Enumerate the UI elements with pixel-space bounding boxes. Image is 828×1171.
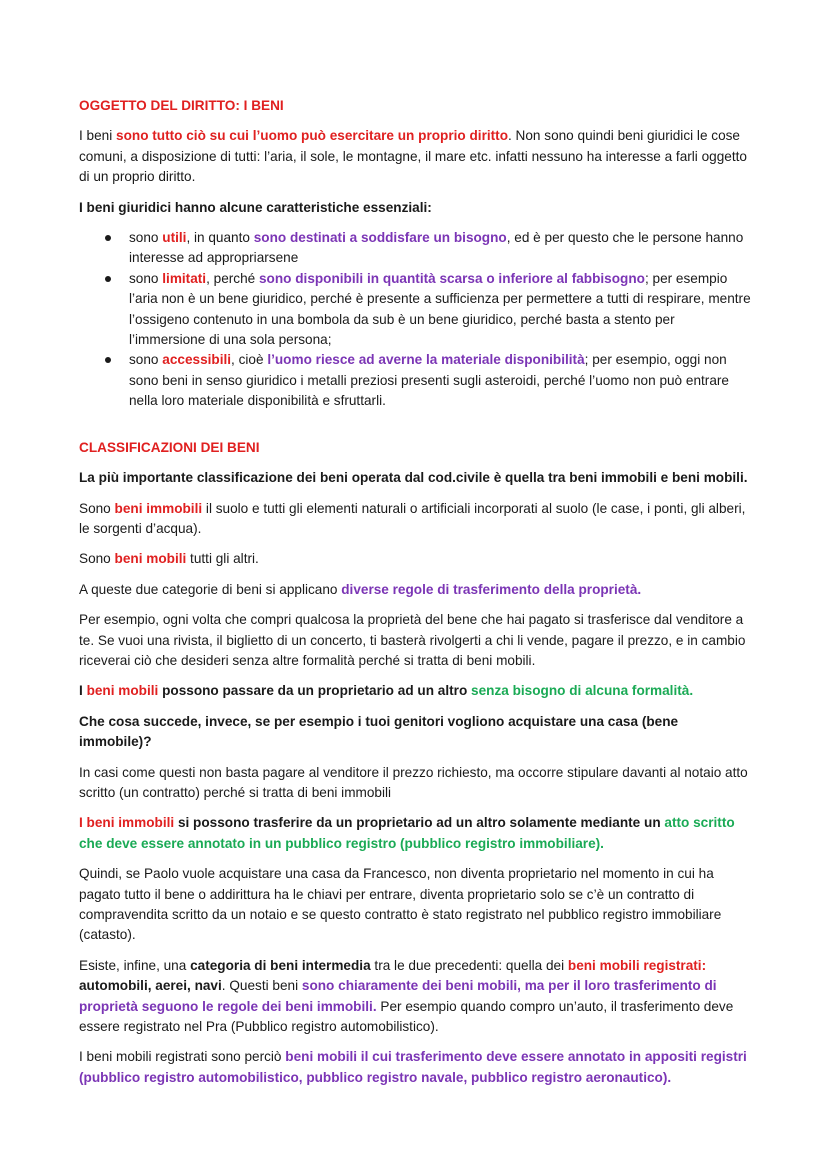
text-run: Per esempio quando compro un’auto, il trasferimento deve essere registrato nel Pra (Pubblico registro automobilistico). xyxy=(79,998,734,1035)
text-run: A queste due categorie di beni si applicano xyxy=(79,581,342,597)
text-run: sono xyxy=(129,352,163,368)
list-item-utili xyxy=(79,228,751,269)
paragraph-domanda: Che cosa succede, invece, se per esempio i tuoi genitori vogliono acquistare una casa (bene immobile)? xyxy=(79,713,679,750)
paragraph-notaio: In casi come questi non basta pagare al venditore il prezzo richiesto, ma occorre stipulare davanti al notaio atto scritto (un contratto) perché si tratta di beni immobili xyxy=(79,764,748,800)
highlight-red: accessibili xyxy=(162,352,232,368)
bullet-icon xyxy=(105,357,111,363)
section-spacer xyxy=(79,424,751,438)
text-run: , ed è per questo che le persone hanno interesse ad appropriarsene xyxy=(129,230,744,266)
document-page xyxy=(79,96,751,1098)
text-run: , perché xyxy=(206,270,259,286)
bullet-icon xyxy=(105,276,111,282)
text-run: Sono xyxy=(79,551,115,567)
text-run: sono xyxy=(129,230,163,246)
text-run: I beni xyxy=(79,128,117,144)
highlight-purple: sono disponibili in quantità scarsa o inferiore al fabbisogno xyxy=(258,270,645,286)
paragraph-immobili-trasferimento xyxy=(79,813,751,854)
text-run: Sono xyxy=(79,500,115,516)
highlight-green: atto scritto che deve essere annotato in un pubblico registro (pubblico registro immobiliare). xyxy=(79,815,735,851)
text-run: possono passare da un proprietario ad un altro xyxy=(158,683,472,699)
text-run: sono xyxy=(129,270,163,286)
text-run: Esiste, infine, una xyxy=(79,957,191,973)
highlight-red: limitati xyxy=(162,270,207,286)
paragraph-beni-immobili xyxy=(79,499,751,540)
paragraph-regole xyxy=(79,580,751,600)
highlight-purple: diverse regole di trasferimento della proprietà. xyxy=(341,581,642,597)
highlight-red: beni mobili xyxy=(86,683,159,699)
text-run: si possono trasferire da un proprietario ad un altro solamente mediante un xyxy=(174,815,665,831)
text-run: ; per esempio l’aria non è un bene giuridico, perché è presente a sufficienza per permettere a tutti di respirare, mentre l’ossigeno contenuto in una bombola da sub è un bene giuridico, perché basta a stento per l’immersione di una sola persona; xyxy=(129,270,751,348)
section-title-oggetto: OGGETTO DEL DIRITTO: I BENI xyxy=(79,98,284,113)
text-run: ; per esempio, oggi non sono beni in senso giuridico i metalli preziosi presenti sugli asteroidi, perché l’uomo non può entrare nella loro materiale disponibilità e sfruttarli. xyxy=(129,352,729,409)
text-run: , in quanto xyxy=(186,230,254,246)
highlight-red: beni mobili xyxy=(114,551,187,567)
paragraph-intermedia xyxy=(79,956,751,1038)
highlight-purple: beni mobili il cui trasferimento deve essere annotato in appositi registri (pubblico registro automobilistico, pubblico registro navale, pubblico registro aeronautico). xyxy=(79,1049,747,1085)
highlight-red: I beni immobili xyxy=(79,815,175,831)
highlight-red: sono tutto ciò su cui l’uomo può esercitare un proprio diritto xyxy=(116,128,508,144)
text-run: I beni mobili registrati sono perciò xyxy=(79,1049,286,1065)
section-title-classificazioni: CLASSIFICAZIONI DEI BENI xyxy=(79,439,260,455)
text-run: tra le due precedenti: quella dei xyxy=(370,957,568,973)
bullet-icon xyxy=(105,235,111,241)
paragraph-registrati xyxy=(79,1047,751,1088)
text-run: I xyxy=(79,683,87,699)
highlight-purple: l’uomo riesce ad averne la materiale disponibilità xyxy=(267,352,585,368)
highlight-red: beni immobili xyxy=(114,500,203,516)
paragraph-caratteristiche: I beni giuridici hanno alcune caratteristiche essenziali: xyxy=(79,199,432,215)
highlight-bold: automobili, aerei, navi xyxy=(79,978,222,994)
text-run: . Questi beni xyxy=(221,978,302,994)
highlight-green: senza bisogno di alcuna formalità. xyxy=(471,683,694,699)
text-run: , cioè xyxy=(231,352,268,368)
paragraph-beni-mobili xyxy=(79,549,751,569)
text-run: il suolo e tutti gli elementi naturali o artificiali incorporati al suolo (le case, i ponti, gli alberi, le sorgenti d’acqua). xyxy=(79,500,746,536)
list-item-accessibili xyxy=(79,350,751,411)
paragraph-classificazione: La più importante classificazione dei beni operata dal cod.civile è quella tra beni immobili e beni mobili. xyxy=(79,470,748,486)
highlight-purple: sono destinati a soddisfare un bisogno xyxy=(253,230,507,246)
text-run: . Non sono quindi beni giuridici le cose comuni, a disposizione di tutti: l’aria, il sole, le montagne, il mare etc. infatti nessuno ha interesse a farli oggetto di un proprio diritto. xyxy=(79,128,747,185)
highlight-red: beni mobili registrati: xyxy=(567,957,707,973)
text-run: tutti gli altri. xyxy=(186,551,259,567)
highlight-bold: categoria di beni intermedia xyxy=(190,957,371,973)
highlight-red: utili xyxy=(162,230,187,246)
paragraph-definizione xyxy=(79,126,751,187)
paragraph-mobili-formalita xyxy=(79,681,751,701)
list-item-limitati xyxy=(79,269,751,351)
highlight-purple: sono chiaramente dei beni mobili, ma per il loro trasferimento di proprietà seguono le regole dei beni immobili. xyxy=(79,978,717,1014)
caratteristiche-list xyxy=(79,228,751,412)
paragraph-paolo: Quindi, se Paolo vuole acquistare una casa da Francesco, non diventa proprietario nel momento in cui ha pagato tutto il bene o addirittura ha le chiavi per entrare, diventa proprietario solo se c’è un contratto di compravendita scritto da un notaio e se questo contratto è stato registrato nel pubblico registro immobiliare (catasto). xyxy=(79,866,722,943)
paragraph-esempio: Per esempio, ogni volta che compri qualcosa la proprietà del bene che hai pagato si trasferisce dal venditore a te. Se vuoi una rivista, il biglietto di un concerto, ti basterà rivolgerti a chi li vende, pagare il prezzo, e in cambio riceverai ciò che desideri senza altre formalità perché si tratta di beni mobili. xyxy=(79,612,746,668)
